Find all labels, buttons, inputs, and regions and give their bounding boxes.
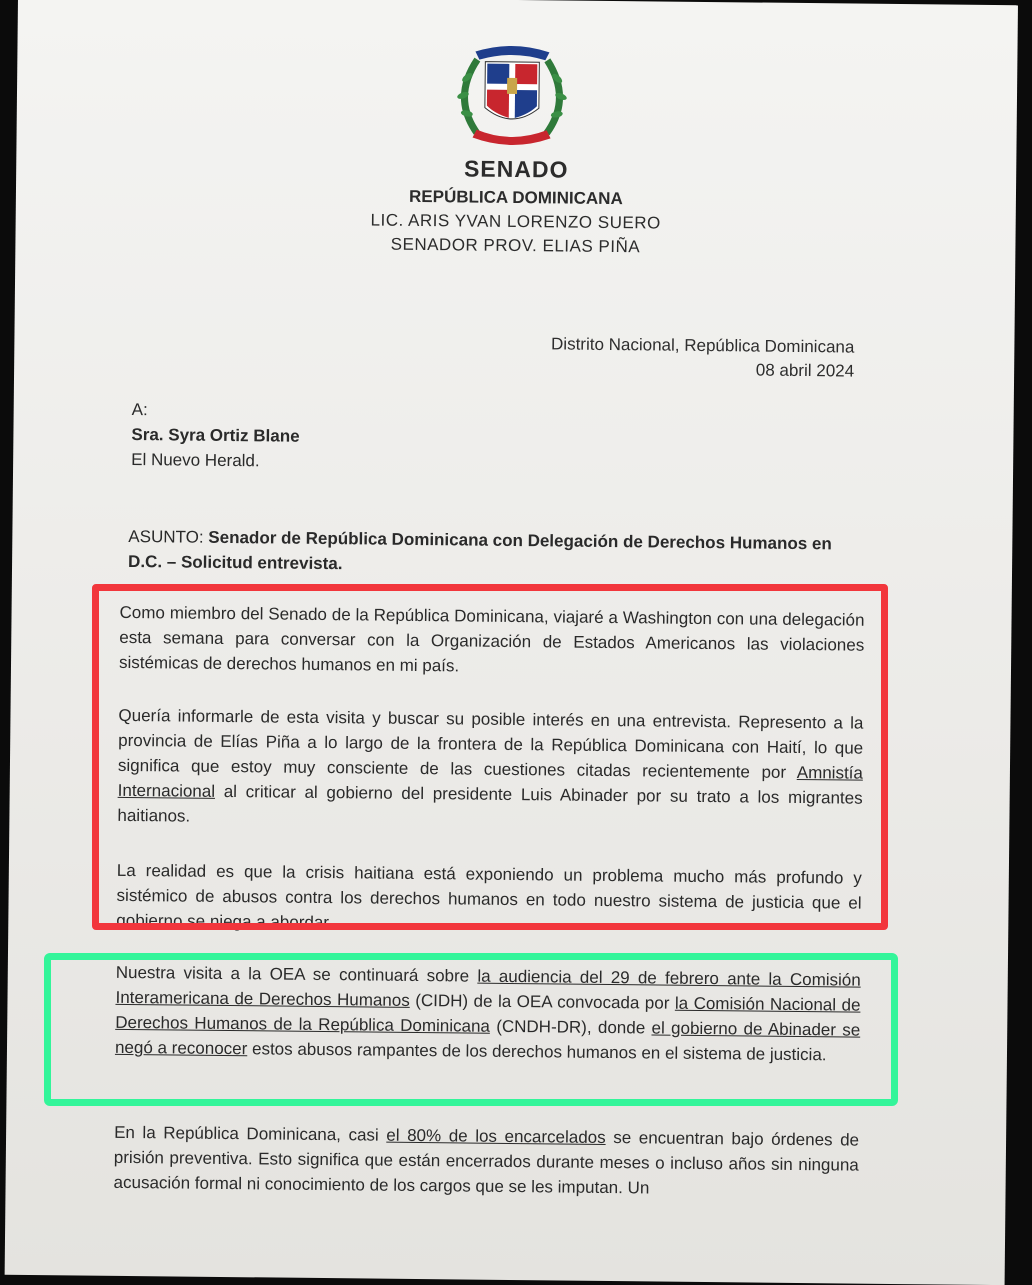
paragraph-1: Como miembro del Senado de la República Dominicana, viajaré a Washington con una delegación esta semana para conversar con la Organización de Estados Americanos las violaciones sistémicas de derechos humanos en mi país. [118, 602, 865, 676]
senate-title: SENADO [463, 155, 569, 183]
recipient-prefix: A: [131, 399, 148, 420]
paragraph-4-text-b: (CIDH) de la OEA convocada por [409, 990, 676, 1013]
paragraph-2-text-a: Quería informarle de esta visita y buscar su posible interés en una entrevista. Represento a la provincia de Elías Piña a lo largo de la frontera de la República Dominicana con Haití, lo que significa que estoy muy consciente de las cuestiones citadas recientemente por [117, 705, 864, 782]
paragraph-5-text-a: En la República Dominicana, casi [114, 1122, 387, 1145]
senator-name: LIC. ARIS YVAN LORENZO SUERO [370, 210, 661, 233]
coat-of-arms-icon [446, 37, 577, 148]
republic-name: REPÚBLICA DOMINICANA [408, 186, 623, 209]
amnesty-link[interactable]: Amnistía Internacional [117, 762, 864, 801]
paragraph-3: La realidad es que la crisis haitiana está exponiendo un problema mucho más profundo y sistémico de abusos contra los derechos humanos en todo nuestro sistema de justicia que el gobierno se niega a abordar. [116, 860, 862, 933]
incarcerated-link[interactable]: el 80% de los encarcelados [386, 1125, 606, 1147]
paragraph-4-text-c: (CNDH-DR), donde [489, 1016, 652, 1038]
cidh-hearing-link[interactable]: la audiencia del 29 de febrero ante la Comisión Interamericana de Derechos Humanos [115, 966, 861, 1010]
paragraph-4-text-d: estos abusos rampantes de los derechos humanos en el sistema de justicia. [247, 1039, 827, 1065]
paragraph-5 [113, 1120, 859, 1203]
letter-location: Distrito Nacional, República Dominicana [550, 334, 855, 357]
government-refusal-link[interactable]: el gobierno de Abinader se negó a reconocer [114, 1018, 861, 1059]
subject-line [128, 524, 868, 582]
paragraph-5-text-b: se encuentran bajo órdenes de prisión preventiva. Esto significa que están encerrados durante meses o incluso años sin ninguna acusación formal ni conocimiento de los cargos que se les imputan. Un [113, 1127, 860, 1198]
subject-label: ASUNTO: [128, 526, 204, 547]
recipient-organization: El Nuevo Herald. [131, 449, 260, 471]
green-highlight-box [44, 953, 898, 1106]
paragraph-2-text-b: al criticar al gobierno del presidente Luis Abinader por su trato a los migrantes haitianos. [117, 781, 863, 826]
red-highlight-box [92, 584, 888, 930]
senator-province: SENADOR PROV. ELIAS PIÑA [390, 234, 641, 257]
letter-date: 08 abril 2024 [755, 360, 855, 381]
recipient-name: Sra. Syra Ortiz Blane [131, 424, 300, 446]
cndh-link[interactable]: la Comisión Nacional de Derechos Humanos de la República Dominicana [115, 993, 861, 1036]
subject-text: Senador de República Dominicana con Delegación de Derechos Humanos en D.C. – Solicitud entrevista. [127, 527, 832, 574]
paragraph-4-text-a: Nuestra visita a la OEA se continuará sobre [115, 962, 478, 986]
